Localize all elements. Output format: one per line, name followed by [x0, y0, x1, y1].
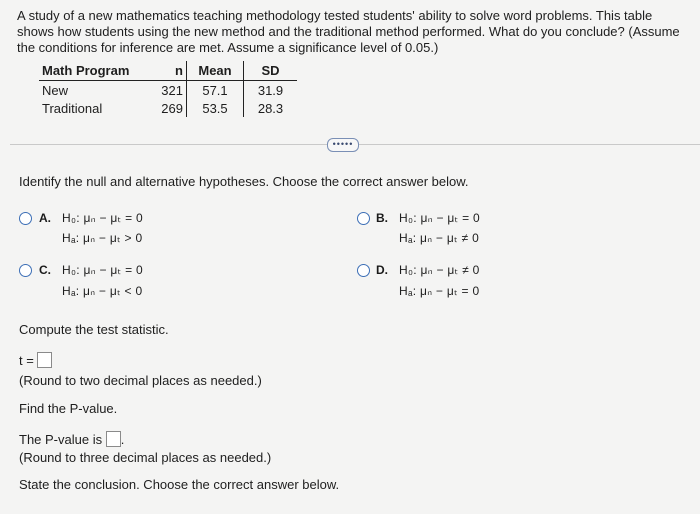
- option-a-h0: H₀: μₙ − μₜ = 0: [62, 211, 143, 225]
- question-intro: A study of a new mathematics teaching methodology tested students' ability to solve word problems. This table shows how students using the new method and the traditional method performed. What do you conclude? (Assume the conditions for inference are met. Assume a significance level of 0.05.): [17, 8, 680, 55]
- table-header-row: [39, 61, 297, 81]
- option-b-letter: B.: [376, 211, 388, 225]
- column-header: Math Program: [39, 61, 146, 81]
- p-value-input[interactable]: [106, 431, 121, 447]
- option-c-ha: Hₐ: μₙ − μₜ < 0: [62, 284, 143, 298]
- column-header: SD: [244, 61, 298, 81]
- part2-note: (Round to two decimal places as needed.): [19, 373, 262, 388]
- part1-prompt: Identify the null and alternative hypotheses. Choose the correct answer below.: [19, 174, 469, 189]
- t-stat-label: t =: [19, 353, 34, 368]
- option-d-ha: Hₐ: μₙ − μₜ = 0: [399, 284, 480, 298]
- expand-more-button[interactable]: •••••: [327, 138, 359, 152]
- table-cell: 53.5: [187, 99, 244, 117]
- option-b-radio[interactable]: [357, 212, 370, 225]
- table-cell: Traditional: [42, 100, 103, 116]
- option-d-radio[interactable]: [357, 264, 370, 277]
- option-a-radio[interactable]: [19, 212, 32, 225]
- option-b-h0: H₀: μₙ − μₜ = 0: [399, 211, 480, 225]
- option-d-letter: D.: [376, 263, 388, 277]
- option-c-letter: C.: [39, 263, 51, 277]
- table-cell: 31.9: [257, 82, 284, 98]
- option-a-letter: A.: [39, 211, 51, 225]
- option-a-ha: Hₐ: μₙ − μₜ > 0: [62, 231, 143, 245]
- table-cell: 321: [146, 81, 187, 100]
- part2-prompt: Compute the test statistic.: [19, 322, 169, 337]
- table-row: [39, 99, 297, 117]
- part3-note: (Round to three decimal places as needed.): [19, 450, 272, 465]
- t-stat-line: [19, 352, 52, 369]
- option-b-ha: Hₐ: μₙ − μₜ ≠ 0: [399, 231, 480, 245]
- table-cell: New: [42, 82, 69, 98]
- option-c-radio[interactable]: [19, 264, 32, 277]
- column-header: n: [146, 61, 187, 81]
- p-value-label: The P-value is: [19, 432, 103, 447]
- data-table: [39, 61, 297, 117]
- t-stat-input[interactable]: [37, 352, 52, 368]
- table-cell: 57.1: [187, 81, 244, 100]
- table-cell: 269: [146, 99, 187, 117]
- table-row: [39, 81, 297, 100]
- part4-prompt: State the conclusion. Choose the correct answer below.: [19, 477, 340, 492]
- option-d-h0: H₀: μₙ − μₜ ≠ 0: [399, 263, 480, 277]
- option-c-h0: H₀: μₙ − μₜ = 0: [62, 263, 143, 277]
- table-cell: 28.3: [257, 100, 284, 116]
- part3-prompt: Find the P-value.: [19, 401, 118, 416]
- p-value-suffix: .: [120, 432, 125, 447]
- column-header: Mean: [187, 61, 244, 81]
- p-value-line: [19, 431, 124, 448]
